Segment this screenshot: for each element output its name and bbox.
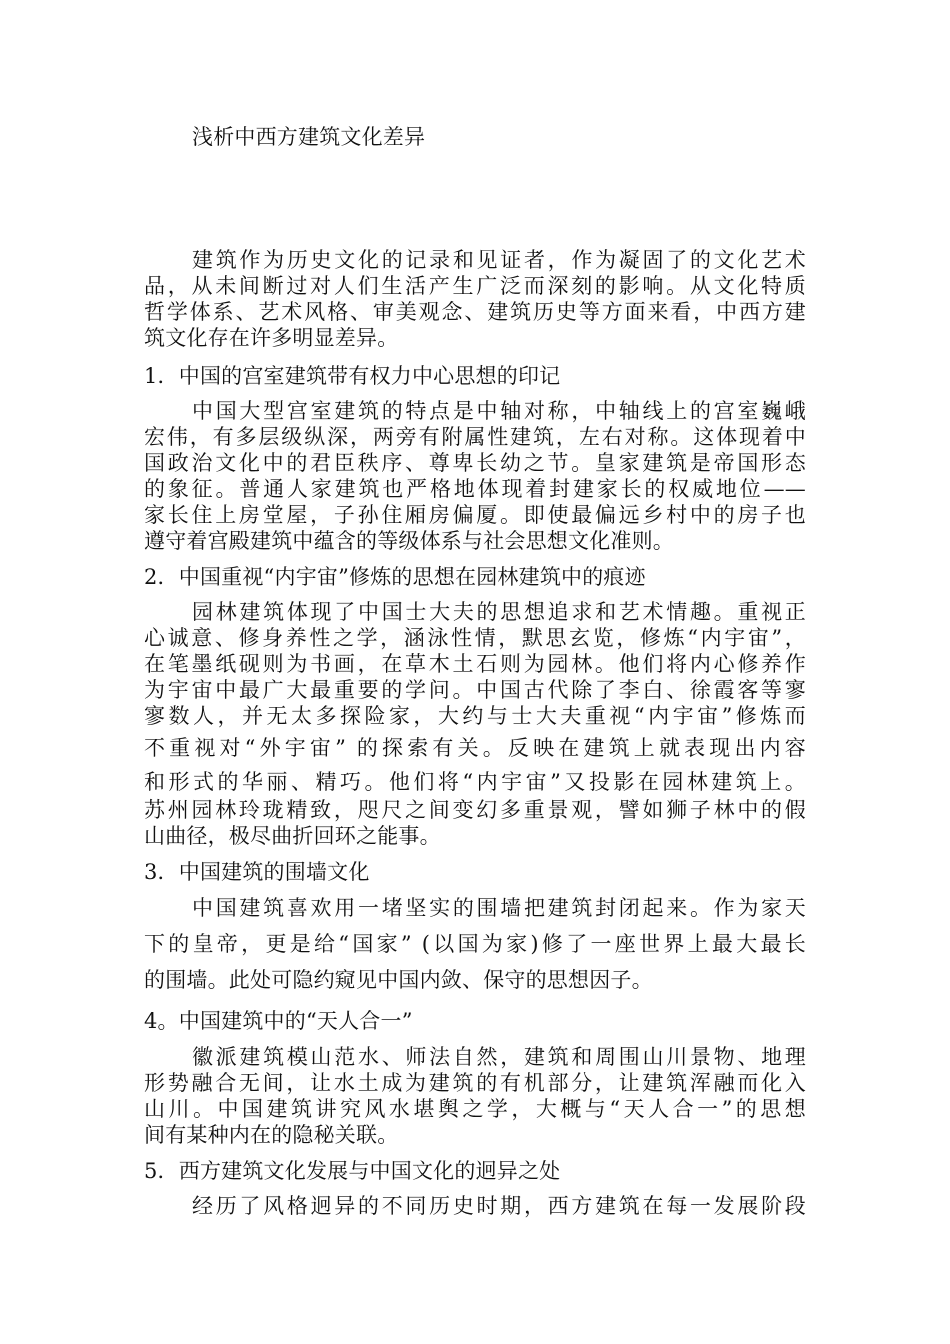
paragraph-line: 遵守着宫殿建筑中蕴含的等级体系与社会思想文化准则。 xyxy=(144,529,674,553)
paragraph-line: 中国建筑喜欢用一堵坚实的围墙把建筑封闭起来。作为家天 xyxy=(192,896,806,920)
paragraph-line: 的象征。普通人家建筑也严格地体现着封建家长的权威地位—— xyxy=(144,477,806,501)
paragraph-line: 和形式的华丽、精巧。他们将“内宇宙”又投影在园林建筑上。 xyxy=(144,770,806,794)
paragraph-line: 苏州园林玲珑精致，咫尺之间变幻多重景观，譬如狮子林中的假 xyxy=(144,798,806,822)
paragraph-line: 下的皇帝，更是给“国家” (以国为家)修了一座世界上最大最长 xyxy=(144,932,806,956)
paragraph-line: 中国大型宫室建筑的特点是中轴对称，中轴线上的宫室巍峨 xyxy=(192,399,806,423)
section-heading: 3．中国建筑的围墙文化 xyxy=(144,860,370,884)
section-heading: 2．中国重视“内宇宙”修炼的思想在园林建筑中的痕迹 xyxy=(144,565,646,589)
paragraph-line: 建筑作为历史文化的记录和见证者，作为凝固了的文化艺术 xyxy=(192,248,806,272)
paragraph-line: 心诚意、修身养性之学，涵泳性情，默思玄览，修炼“内宇宙”， xyxy=(144,626,806,650)
paragraph-line: 经历了风格迥异的不同历史时期，西方建筑在每一发展阶段 xyxy=(192,1194,806,1218)
paragraph-line: 形势融合无间，让水土成为建筑的有机部分，让建筑浑融而化入 xyxy=(144,1071,806,1095)
page-title: 浅析中西方建筑文化差异 xyxy=(192,125,426,149)
section-heading: 4。中国建筑中的“天人合一” xyxy=(144,1009,413,1033)
paragraph-line: 家长住上房堂屋，子孙住厢房偏厦。即使最偏远乡村中的房子也 xyxy=(144,503,806,527)
paragraph-line: 品，从未间断过对人们生活产生广泛而深刻的影响。从文化特质 xyxy=(144,274,806,298)
paragraph-line: 哲学体系、艺术风格、审美观念、建筑历史等方面来看，中西方建 xyxy=(144,300,806,324)
paragraph-line: 寥数人，并无太多探险家，大约与士大夫重视“内宇宙”修炼而 xyxy=(144,704,806,728)
paragraph-line: 为宇宙中最广大最重要的学问。中国古代除了李白、徐霞客等寥 xyxy=(144,678,806,702)
paragraph-line: 在笔墨纸砚则为书画，在草木土石则为园林。他们将内心修养作 xyxy=(144,652,806,676)
section-heading: 1．中国的宫室建筑带有权力中心思想的印记 xyxy=(144,364,561,388)
paragraph-line: 园林建筑体现了中国士大夫的思想追求和艺术情趣。重视正 xyxy=(192,600,806,624)
paragraph-line: 山川。中国建筑讲究风水堪舆之学，大概与“天人合一”的思想 xyxy=(144,1097,806,1121)
section-heading: 5．西方建筑文化发展与中国文化的迥异之处 xyxy=(144,1159,561,1183)
paragraph-line: 山曲径，极尽曲折回环之能事。 xyxy=(144,824,441,848)
paragraph-line: 间有某种内在的隐秘关联。 xyxy=(144,1123,399,1147)
paragraph-line: 宏伟，有多层级纵深，两旁有附属性建筑，左右对称。这体现着中 xyxy=(144,425,806,449)
paragraph-line: 国政治文化中的君臣秩序、尊卑长幼之节。皇家建筑是帝国形态 xyxy=(144,451,806,475)
paragraph-line: 的围墙。此处可隐约窥见中国内敛、保守的思想因子。 xyxy=(144,968,653,992)
paragraph-line: 徽派建筑模山范水、师法自然，建筑和周围山川景物、地理 xyxy=(192,1045,806,1069)
paragraph-line: 筑文化存在许多明显差异。 xyxy=(144,326,399,350)
paragraph-line: 不重视对“外宇宙” 的探索有关。反映在建筑上就表现出内容 xyxy=(144,736,806,760)
